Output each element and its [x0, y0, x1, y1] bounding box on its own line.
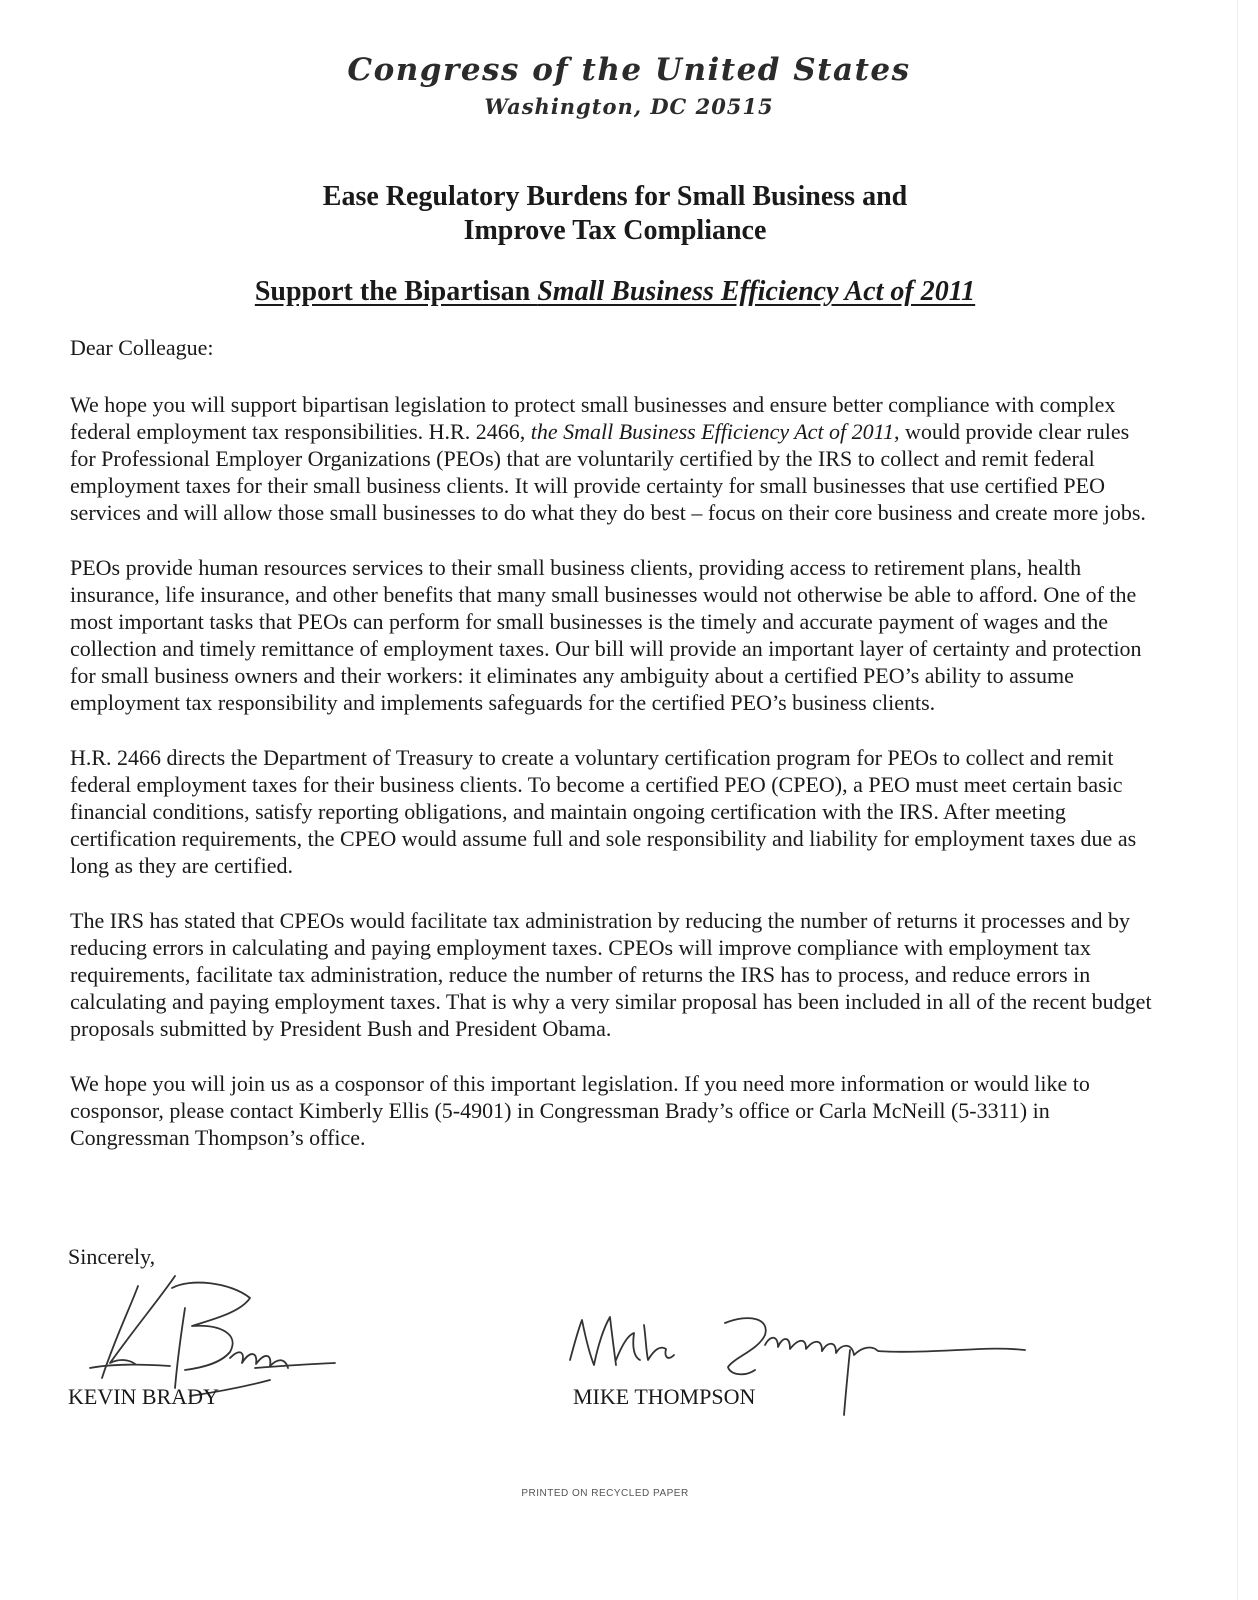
footer-recycled-paper: PRINTED ON RECYCLED PAPER: [521, 1488, 689, 1499]
letterhead-address: Washington, DC 20515: [484, 94, 774, 119]
paragraph-3: H.R. 2466 directs the Department of Treasury to create a voluntary certification program for PEOs to collect and remit federal employment taxes for their business clients. To become a certified PEO (CPEO), a PEO must meet certain basic financial conditions, satisfy reporting obligations, and maintain ongoing certification with the IRS. After meeting certification requirements, the CPEO would assume full and sole responsibility and liability for employment taxes due as long as they are certified.: [70, 745, 1137, 878]
paragraph-2: PEOs provide human resources services to their small business clients, providing access to retirement plans, health insurance, life insurance, and other benefits that many small businesses would not otherwise be able to afford. One of the most important tasks that PEOs can perform for small businesses is the timely and accurate payment of wages and the collection and timely remittance of employment taxes. Our bill will provide an important layer of certainty and protection for small business owners and their workers: it eliminates any ambiguity about a certified PEO’s ability to assume employment tax responsibility and implements safeguards for the certified PEO’s business clients.: [70, 555, 1142, 715]
headline: [0, 180, 1230, 248]
subheadline: [0, 276, 1230, 308]
signatory-name-2: MIKE THOMPSON: [573, 1384, 756, 1409]
paragraph-1-text-a: We hope you will support bipartisan legislation to protect small businesses and ensure better compliance with complex federal employment tax responsibilities. H.R. 2466,: [70, 392, 1116, 444]
letterhead: [0, 52, 1258, 119]
closing: Sincerely,: [68, 1244, 156, 1269]
paragraph-1-act-title: the Small Business Efficiency Act of 2011: [530, 419, 895, 444]
letterhead-title: Congress of the United States: [347, 52, 911, 88]
letter-body: [70, 334, 1160, 1179]
paragraph-4: The IRS has stated that CPEOs would facilitate tax administration by reducing the number of returns it processes and by reducing errors in calculating and paying employment taxes. CPEOs will improve compliance with employment tax requirements, facilitate tax administration, reduce the number of returns the IRS has to process, and reduce errors in calculating and paying employment taxes. That is why a very similar proposal has been included in all of the recent budget proposals submitted by President Bush and President Obama.: [70, 908, 1152, 1041]
subheadline-prefix: Support the Bipartisan: [254, 276, 538, 307]
headline-line-1: Ease Regulatory Burdens for Small Business and: [322, 181, 908, 212]
page-edge: [1237, 0, 1238, 1600]
paragraph-1-text-b: , would provide clear rules for Professional Employer Organizations (PEOs) that are voluntarily certified by the IRS to collect and remit federal employment taxes for their small business clients. It will provide certainty for small businesses that use certified PEO services and will allow those small businesses to do what they do best – focus on their core business and create more jobs.: [70, 419, 1146, 525]
signatory-name-1: KEVIN BRADY: [68, 1384, 219, 1409]
headline-line-2: Improve Tax Compliance: [463, 215, 767, 246]
paragraph-1: [70, 391, 1160, 526]
paragraph-5: We hope you will join us as a cosponsor of this important legislation. If you need more information or would like to cosponsor, please contact Kimberly Ellis (5-4901) in Congressman Brady’s office or Carla McNeill (5-3311) in Congressman Thompson’s office.: [70, 1071, 1090, 1150]
subheadline-act-title: Small Business Efficiency Act of 2011: [537, 276, 976, 307]
salutation: Dear Colleague:: [70, 335, 214, 360]
